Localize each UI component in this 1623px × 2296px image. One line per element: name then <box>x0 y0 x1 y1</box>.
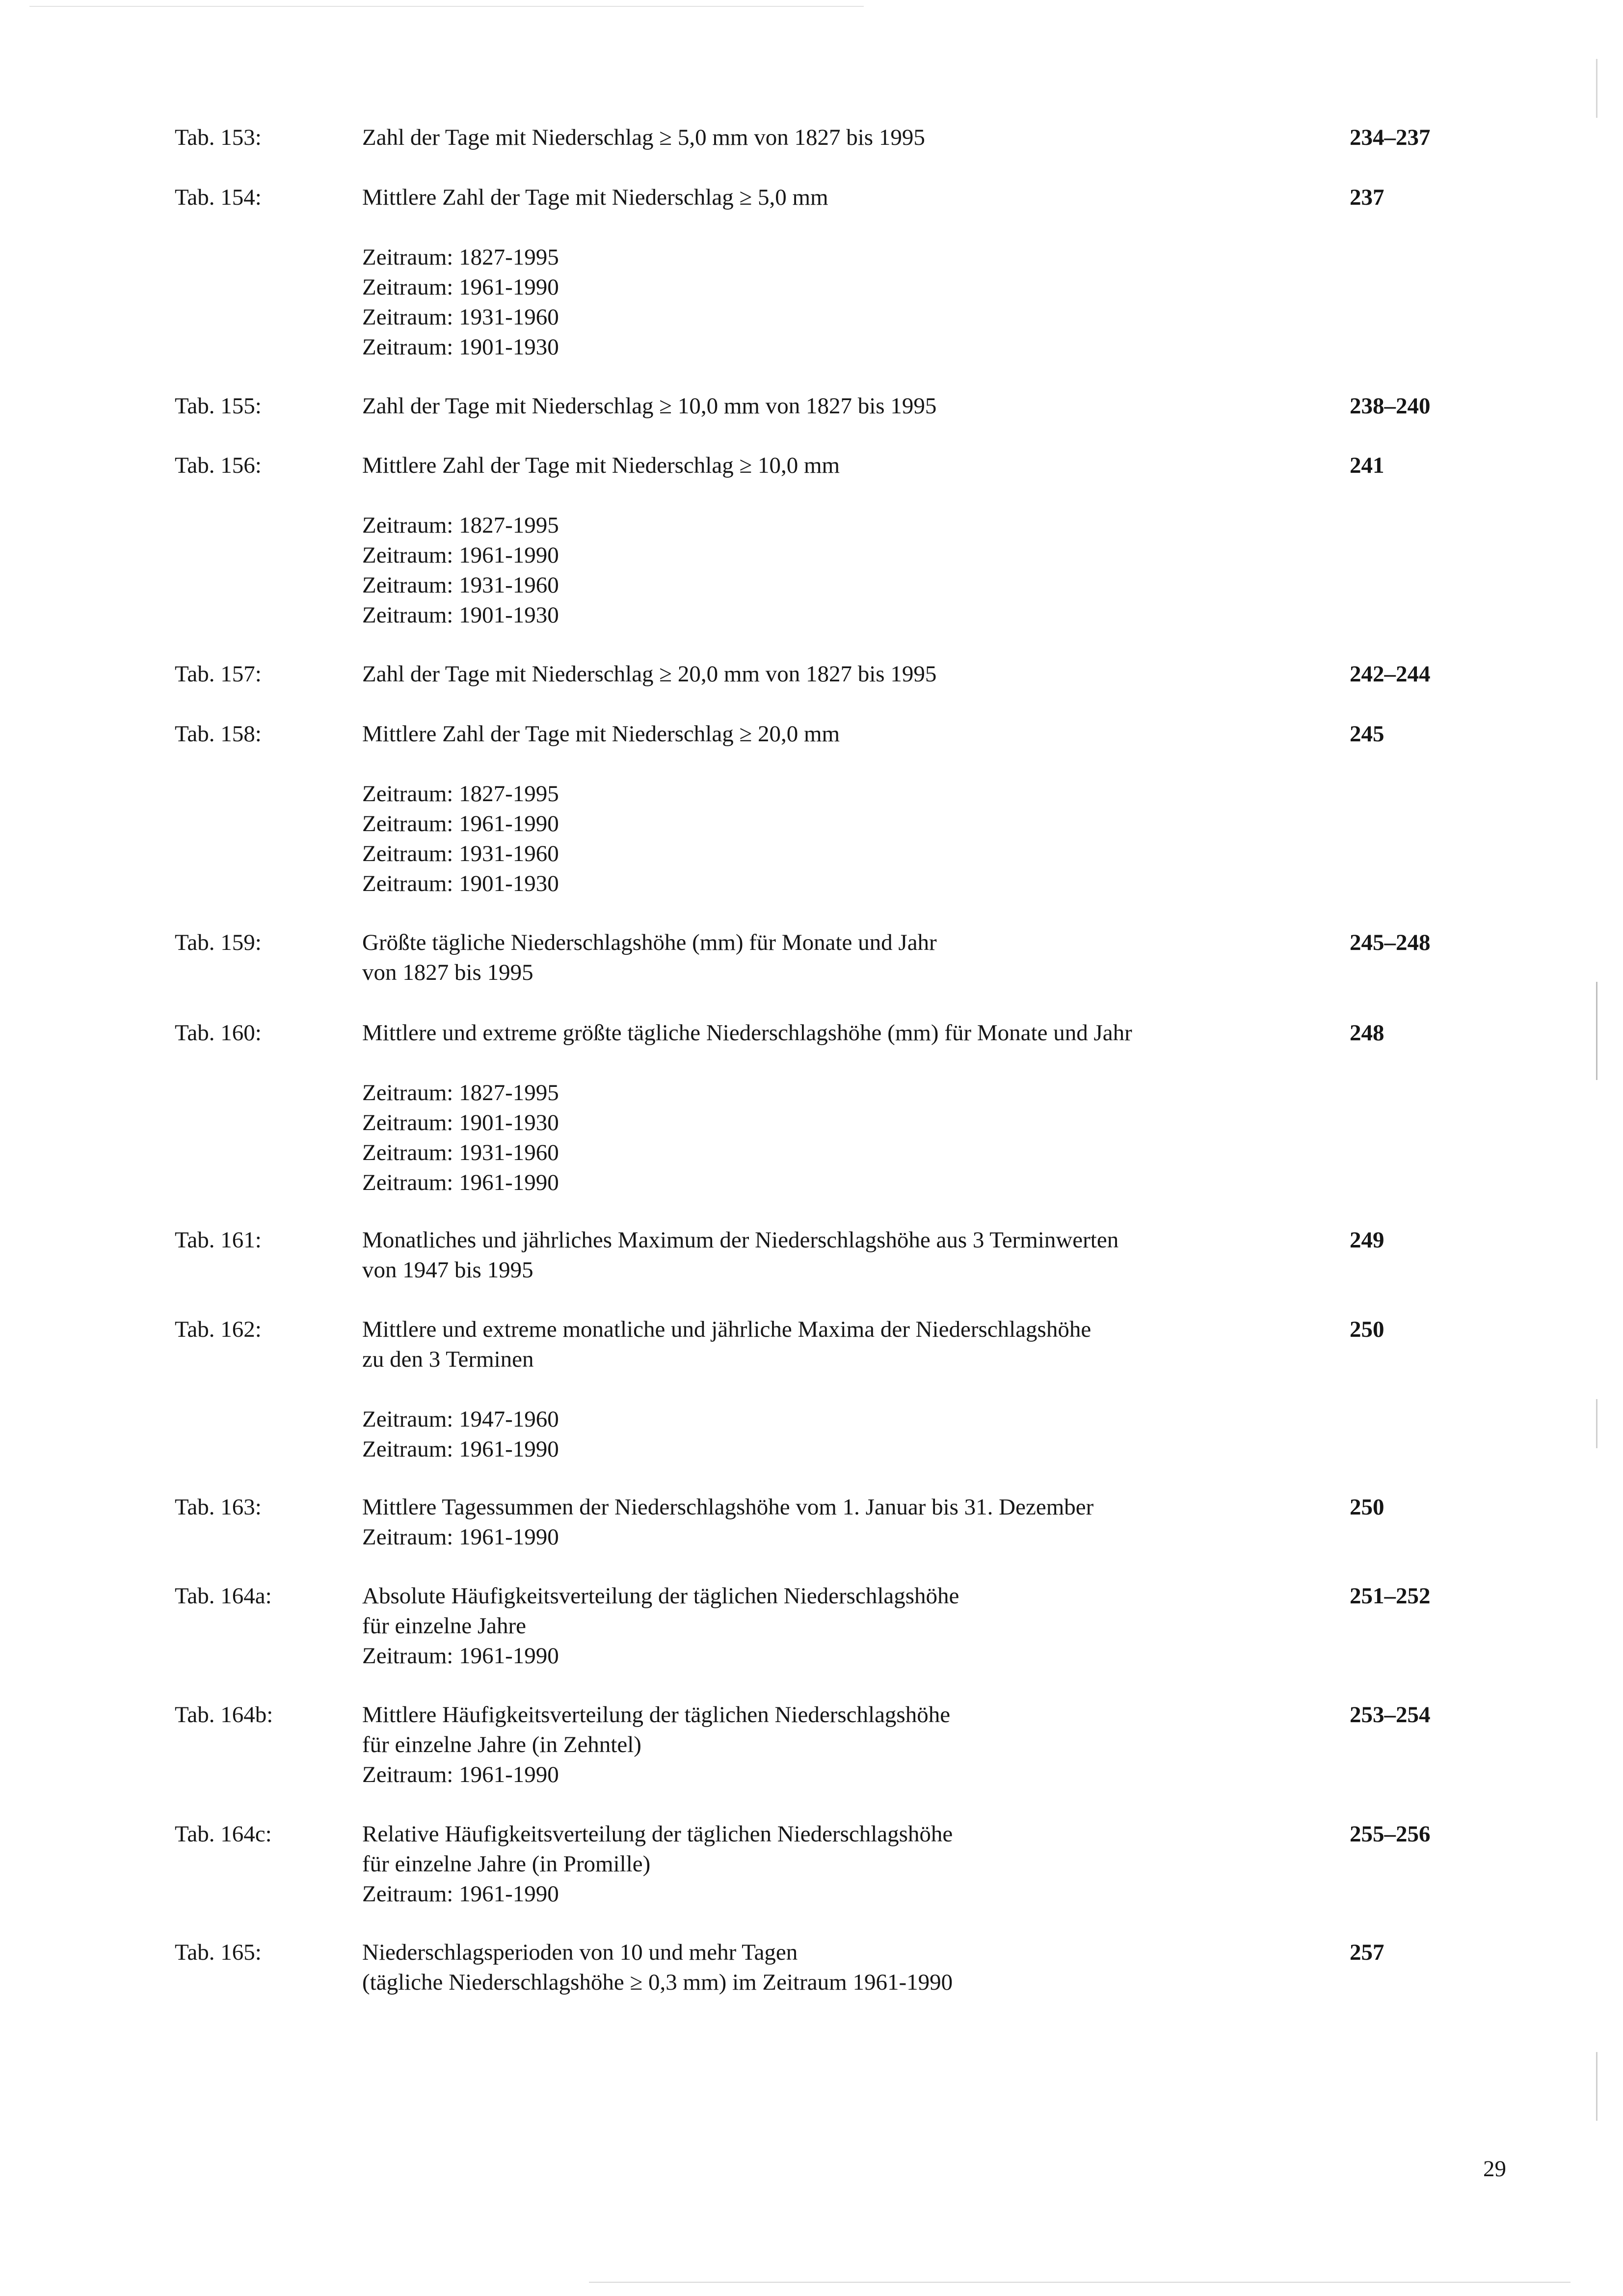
period-item: Zeitraum: 1947-1960 <box>362 1406 559 1432</box>
page-reference: 251–252 <box>1350 1583 1431 1609</box>
title-line: Zeitraum: 1961-1990 <box>362 1881 559 1907</box>
period-item: Zeitraum: 1901-1930 <box>362 1110 559 1135</box>
period-item: Zeitraum: 1901-1930 <box>362 334 559 360</box>
page-reference: 245–248 <box>1350 930 1431 955</box>
page-reference: 237 <box>1350 185 1384 210</box>
page-reference: 238–240 <box>1350 393 1431 419</box>
period-item: Zeitraum: 1961-1990 <box>362 274 559 300</box>
page-reference: 257 <box>1350 1940 1384 1965</box>
title-line: von 1827 bis 1995 <box>362 960 533 985</box>
title-line: zu den 3 Terminen <box>362 1347 534 1372</box>
period-item: Zeitraum: 1827-1995 <box>362 1080 559 1106</box>
period-item: Zeitraum: 1961-1990 <box>362 542 559 568</box>
period-item: Zeitraum: 1901-1930 <box>362 602 559 628</box>
table-title <box>362 1938 1344 1998</box>
period-list <box>362 1078 1344 1198</box>
scan-artifact-top <box>29 6 864 7</box>
title-line: für einzelne Jahre (in Zehntel) <box>362 1732 641 1757</box>
title-line: Zeitraum: 1961-1990 <box>362 1762 559 1787</box>
scan-artifact-right-4 <box>1596 2052 1597 2121</box>
table-number: Tab. 164b: <box>175 1702 273 1728</box>
table-number: Tab. 159: <box>175 930 262 955</box>
period-list <box>362 779 1344 899</box>
table-number: Tab. 153: <box>175 125 262 150</box>
table-title <box>362 451 1344 630</box>
scan-artifact-bottom <box>589 2282 1570 2283</box>
page-reference: 242–244 <box>1350 661 1431 687</box>
table-title <box>362 123 1344 153</box>
table-title <box>362 1700 1344 1790</box>
table-number: Tab. 164c: <box>175 1821 272 1847</box>
title-line: Absolute Häufigkeitsverteilung der täglichen Niederschlagshöhe <box>362 1583 959 1609</box>
title-line: Niederschlagsperioden von 10 und mehr Tagen <box>362 1940 798 1965</box>
table-title <box>362 391 1344 421</box>
page-reference: 248 <box>1350 1020 1384 1046</box>
page-reference: 250 <box>1350 1317 1384 1342</box>
page-reference: 253–254 <box>1350 1702 1431 1728</box>
period-list <box>362 243 1344 362</box>
period-item: Zeitraum: 1931-1960 <box>362 1140 559 1165</box>
page-reference: 255–256 <box>1350 1821 1431 1847</box>
title-line: Relative Häufigkeitsverteilung der täglichen Niederschlagshöhe <box>362 1821 953 1847</box>
period-item: Zeitraum: 1961-1990 <box>362 811 559 837</box>
title-line: Mittlere und extreme monatliche und jährliche Maxima der Niederschlagshöhe <box>362 1317 1091 1342</box>
table-number: Tab. 155: <box>175 393 262 419</box>
scan-artifact-right-3 <box>1596 1399 1597 1448</box>
period-item: Zeitraum: 1931-1960 <box>362 841 559 866</box>
title-line: Mittlere Zahl der Tage mit Niederschlag ≥ 5,0 mm <box>362 185 828 210</box>
title-line: Zahl der Tage mit Niederschlag ≥ 10,0 mm von 1827 bis 1995 <box>362 393 937 419</box>
table-title <box>362 1018 1344 1198</box>
table-number: Tab. 161: <box>175 1227 262 1253</box>
page-number: 29 <box>1483 2156 1506 2182</box>
page-reference: 249 <box>1350 1227 1384 1253</box>
period-item: Zeitraum: 1827-1995 <box>362 513 559 538</box>
title-line: Mittlere Tagessummen der Niederschlagshöhe vom 1. Januar bis 31. Dezember <box>362 1494 1094 1520</box>
title-line: für einzelne Jahre <box>362 1613 527 1639</box>
table-number: Tab. 156: <box>175 453 262 478</box>
table-title <box>362 928 1344 988</box>
title-line: Mittlere und extreme größte tägliche Niederschlagshöhe (mm) für Monate und Jahr <box>362 1020 1132 1046</box>
table-title <box>362 719 1344 899</box>
period-item: Zeitraum: 1827-1995 <box>362 244 559 270</box>
page-reference: 241 <box>1350 453 1384 478</box>
table-number: Tab. 154: <box>175 185 262 210</box>
title-line: Mittlere Häufigkeitsverteilung der täglichen Niederschlagshöhe <box>362 1702 951 1728</box>
table-title <box>362 183 1344 362</box>
scan-artifact-right-1 <box>1596 59 1597 118</box>
page-reference: 250 <box>1350 1494 1384 1520</box>
period-item: Zeitraum: 1931-1960 <box>362 304 559 330</box>
period-list <box>362 1405 1344 1464</box>
table-title <box>362 1581 1344 1671</box>
table-title <box>362 1492 1344 1552</box>
period-item: Zeitraum: 1961-1990 <box>362 1436 559 1462</box>
title-line: Monatliches und jährliches Maximum der Niederschlagshöhe aus 3 Terminwerten <box>362 1227 1119 1253</box>
period-item: Zeitraum: 1961-1990 <box>362 1170 559 1195</box>
period-list <box>362 511 1344 630</box>
table-number: Tab. 164a: <box>175 1583 272 1609</box>
table-number: Tab. 157: <box>175 661 262 687</box>
title-line: von 1947 bis 1995 <box>362 1257 533 1283</box>
title-line: für einzelne Jahre (in Promille) <box>362 1851 651 1877</box>
table-title <box>362 1819 1344 1909</box>
scan-artifact-right-2 <box>1596 982 1597 1080</box>
title-line: Größte tägliche Niederschlagshöhe (mm) für Monate und Jahr <box>362 930 937 955</box>
table-number: Tab. 160: <box>175 1020 262 1046</box>
title-line: Zeitraum: 1961-1990 <box>362 1643 559 1669</box>
title-line: Zahl der Tage mit Niederschlag ≥ 20,0 mm von 1827 bis 1995 <box>362 661 937 687</box>
title-line: Zahl der Tage mit Niederschlag ≥ 5,0 mm von 1827 bis 1995 <box>362 125 925 150</box>
title-line: Mittlere Zahl der Tage mit Niederschlag ≥ 20,0 mm <box>362 721 840 747</box>
period-item: Zeitraum: 1827-1995 <box>362 781 559 807</box>
period-item: Zeitraum: 1901-1930 <box>362 871 559 896</box>
table-number: Tab. 165: <box>175 1940 262 1965</box>
table-number: Tab. 163: <box>175 1494 262 1520</box>
table-title <box>362 1315 1344 1464</box>
period-item: Zeitraum: 1931-1960 <box>362 572 559 598</box>
table-title <box>362 1225 1344 1285</box>
title-line: (tägliche Niederschlagshöhe ≥ 0,3 mm) im Zeitraum 1961-1990 <box>362 1970 953 1995</box>
table-title <box>362 659 1344 689</box>
title-line: Zeitraum: 1961-1990 <box>362 1524 559 1550</box>
table-number: Tab. 162: <box>175 1317 262 1342</box>
page-reference: 245 <box>1350 721 1384 747</box>
page-reference: 234–237 <box>1350 125 1431 150</box>
table-number: Tab. 158: <box>175 721 262 747</box>
title-line: Mittlere Zahl der Tage mit Niederschlag ≥ 10,0 mm <box>362 453 840 478</box>
